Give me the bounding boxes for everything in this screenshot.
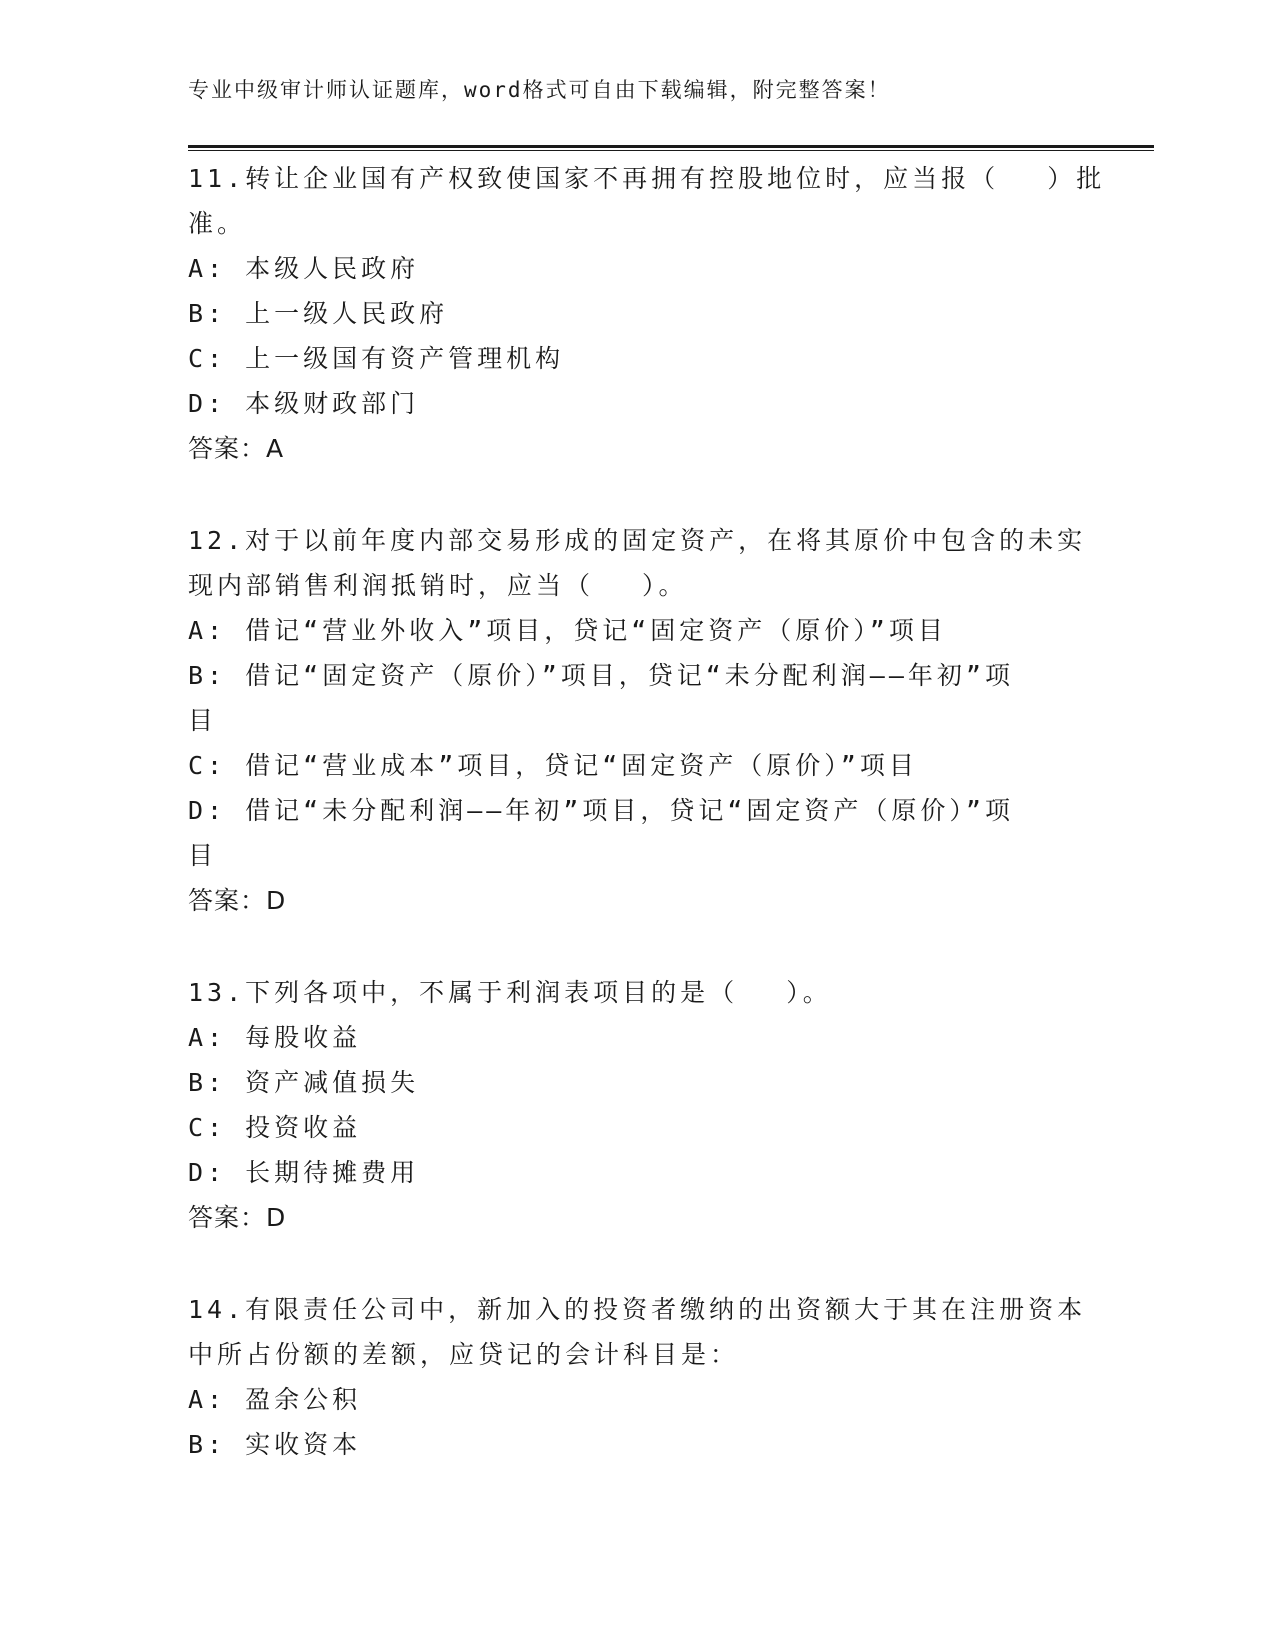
- question-block: [188, 156, 1106, 471]
- question-list: [188, 156, 1106, 1467]
- question-stem: 中所占份额的差额，应贷记的会计科目是：: [188, 1340, 740, 1369]
- page-header: 专业中级审计师认证题库，word格式可自由下载编辑，附完整答案！: [188, 78, 891, 102]
- answer-option: B: 实收资本: [188, 1430, 362, 1459]
- answer-option: B: 借记“固定资产（原价）”项目，贷记“未分配利润——年初”项: [188, 661, 1014, 690]
- answer-option: 目: [188, 841, 218, 870]
- question-spacer: [188, 471, 1078, 518]
- answer-option: A: 盈余公积: [188, 1385, 362, 1414]
- question-stem: 11.转让企业国有产权致使国家不再拥有控股地位时，应当报（ ）批: [188, 164, 1106, 193]
- question-stem: 现内部销售利润抵销时，应当（ ）。: [188, 571, 688, 600]
- answer-option: C: 借记“营业成本”项目，贷记“固定资产（原价）”项目: [188, 751, 918, 780]
- answer-key: 答案：A: [188, 434, 285, 463]
- answer-option: A: 每股收益: [188, 1023, 362, 1052]
- header-rule-thick: [188, 145, 1154, 148]
- answer-option: A: 本级人民政府: [188, 254, 420, 283]
- answer-option: D: 长期待摊费用: [188, 1158, 420, 1187]
- answer-option: D: 本级财政部门: [188, 389, 420, 418]
- question-block: [188, 970, 1078, 1240]
- answer-option: C: 上一级国有资产管理机构: [188, 344, 565, 373]
- question-block: [188, 1287, 1087, 1467]
- question-stem: 12.对于以前年度内部交易形成的固定资产，在将其原价中包含的未实: [188, 526, 1087, 555]
- answer-option: A: 借记“营业外收入”项目，贷记“固定资产（原价）”项目: [188, 616, 947, 645]
- answer-key: 答案：D: [188, 1203, 287, 1232]
- answer-option: B: 上一级人民政府: [188, 299, 449, 328]
- answer-option: C: 投资收益: [188, 1113, 362, 1142]
- question-stem: 13.下列各项中，不属于利润表项目的是（ ）。: [188, 978, 832, 1007]
- question-spacer: [188, 1240, 1078, 1287]
- answer-option: B: 资产减值损失: [188, 1068, 420, 1097]
- answer-option: D: 借记“未分配利润——年初”项目，贷记“固定资产（原价）”项: [188, 796, 1014, 825]
- question-spacer: [188, 923, 1078, 970]
- question-stem: 14.有限责任公司中，新加入的投资者缴纳的出资额大于其在注册资本: [188, 1295, 1087, 1324]
- answer-option: 目: [188, 706, 218, 735]
- answer-key: 答案：D: [188, 886, 287, 915]
- question-stem: 准。: [188, 209, 247, 238]
- question-block: [188, 518, 1087, 923]
- header-rule-thin: [188, 150, 1154, 151]
- header-divider: [188, 145, 1154, 151]
